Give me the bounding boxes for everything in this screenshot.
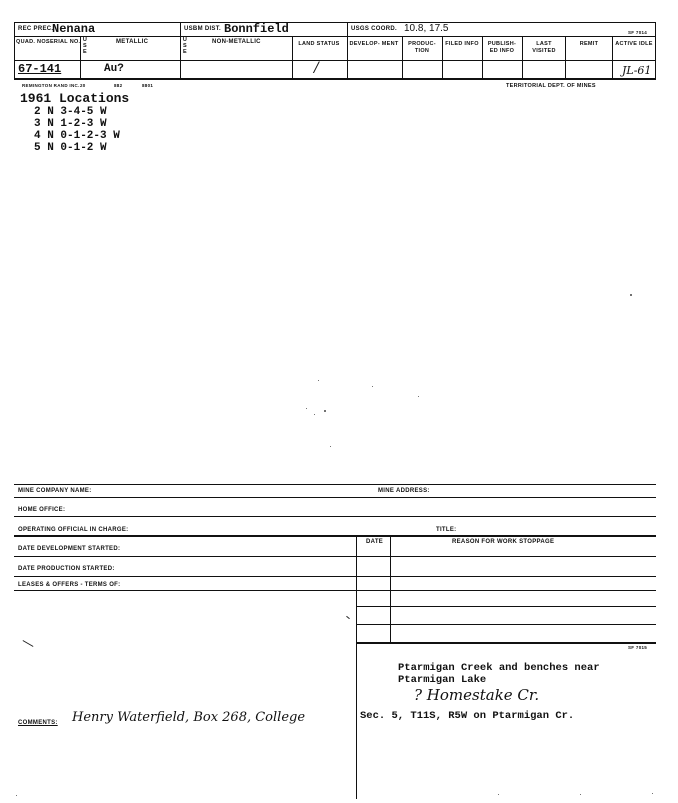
comments-value: Henry Waterfield, Box 268, College	[72, 710, 306, 725]
metallic-header: METALLIC	[116, 39, 149, 45]
active-idle-header: ACTIVE IDLE	[615, 41, 653, 47]
use-mark-metallic: U S E	[82, 37, 88, 55]
speck	[16, 795, 17, 796]
last-visited-header: LAST VISITED	[532, 41, 556, 54]
leases-offers-label: LEASES & OFFERS - TERMS OF:	[18, 582, 121, 588]
title-label: TITLE:	[436, 527, 457, 533]
speck	[306, 408, 307, 409]
speck	[630, 294, 632, 296]
printer-code-2: 882	[114, 83, 123, 88]
date-development-started-label: DATE DEVELOPMENT STARTED:	[18, 546, 121, 552]
land-status-header: LAND STATUS	[298, 41, 340, 47]
speck	[330, 446, 331, 447]
speck	[580, 794, 581, 795]
speck	[418, 396, 419, 397]
location-note-line3: Sec. 5, T11S, R5W on Ptarmigan Cr.	[360, 710, 575, 722]
usbm-dist-label: USBM DIST.	[184, 26, 222, 32]
reason-column-header: REASON FOR WORK STOPPAGE	[452, 539, 555, 545]
usbm-dist-value: Bonnfield	[224, 22, 289, 36]
printer-name: REMINGTON RAND INC.	[22, 83, 80, 88]
production-header: PRODUC- TION	[408, 41, 436, 54]
metallic-value: Au?	[104, 63, 124, 75]
quad-serial-value: 67-141	[18, 62, 62, 76]
mine-address-label: MINE ADDRESS:	[378, 488, 430, 494]
stray-mark	[346, 616, 350, 619]
mine-company-name-label: MINE COMPANY NAME:	[18, 488, 92, 494]
department-name: TERRITORIAL DEPT. OF MINES	[506, 83, 596, 89]
date-production-started-label: DATE PRODUCTION STARTED:	[18, 566, 115, 572]
serial-no-header: SERIAL NO.	[46, 39, 81, 45]
location-item: 5 N 0-1-2 W	[34, 142, 107, 154]
form-number: SF 7014	[628, 30, 648, 35]
speck	[314, 414, 315, 415]
location-item: 4 N 0-1-2-3 W	[34, 130, 120, 142]
locations-title: 1961 Locations	[20, 91, 130, 106]
form-number-2: SF 7015	[628, 645, 648, 650]
location-note-handwritten: ? Homestake Cr.	[414, 686, 540, 704]
comments-label: COMMENTS:	[18, 720, 58, 726]
usgs-coord-label: USGS COORD.	[351, 26, 397, 32]
printer-code-1: 20	[80, 83, 86, 88]
rec-prec-value: Nenana	[52, 22, 96, 36]
printer-code-3: 8801	[142, 83, 154, 88]
operating-official-label: OPERATING OFFICIAL IN CHARGE:	[18, 527, 129, 533]
remit-header: REMIT	[579, 41, 599, 47]
development-header: DEVELOP- MENT	[349, 41, 399, 47]
filed-info-header: FILED INFO	[445, 41, 479, 47]
location-note-line2: Ptarmigan Lake	[398, 674, 487, 686]
use-mark-nonmetallic: U S E	[182, 37, 188, 55]
usgs-coord-value: 10.8, 17.5	[404, 23, 449, 34]
location-item: 2 N 3-4-5 W	[34, 106, 107, 118]
speck	[318, 380, 319, 381]
form-top-rule	[14, 484, 656, 485]
speck	[372, 386, 373, 387]
non-metallic-header: NON-METALLIC	[212, 39, 261, 45]
date-column-header: DATE	[366, 539, 384, 545]
rec-prec-label: REC PREC.	[18, 26, 54, 32]
home-office-label: HOME OFFICE:	[18, 507, 66, 513]
speck	[324, 410, 326, 412]
published-info-header: PUBLISH- ED INFO	[487, 41, 517, 54]
stray-mark	[23, 640, 34, 647]
speck	[652, 793, 653, 794]
active-idle-value: JL-61	[622, 64, 652, 77]
quad-no-header: QUAD. NO.	[16, 39, 48, 45]
speck	[498, 794, 499, 795]
location-note-line1: Ptarmigan Creek and benches near	[398, 662, 600, 674]
land-status-value: /	[314, 60, 319, 76]
location-item: 3 N 1-2-3 W	[34, 118, 107, 130]
